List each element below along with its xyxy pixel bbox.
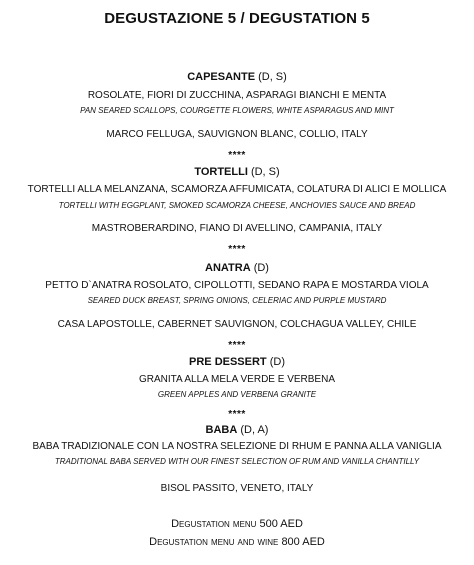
course-title-pre-dessert bbox=[0, 356, 474, 368]
wine-pairing-baba: BISOL PASSITO, VENETO, ITALY bbox=[160, 483, 314, 494]
course-separator: **** bbox=[228, 340, 246, 351]
wine-pairing-anatra: CASA LAPOSTOLLE, CABERNET SAUVIGNON, COLCHAGUA VALLEY, CHILE bbox=[57, 319, 417, 330]
price-degustation-menu-and-wine: Degustation menu and wine 800 AED bbox=[149, 536, 325, 548]
dish-english-tortelli: TORTELLI WITH EGGPLANT, SMOKED SCAMORZA CHEESE, ANCHOVIES SAUCE AND BREAD bbox=[58, 201, 416, 210]
course-name: CAPESANTE bbox=[187, 71, 256, 83]
course-title-anatra bbox=[0, 262, 474, 274]
dish-italian-capesante: ROSOLATE, FIORI DI ZUCCHINA, ASPARAGI BIANCHI E MENTA bbox=[87, 90, 387, 101]
dish-italian-anatra: PETTO D`ANATRA ROSOLATO, CIPOLLOTTI, SEDANO RAPA E MOSTARDA VIOLA bbox=[45, 280, 429, 291]
course-allergens: (D, S) bbox=[247, 166, 280, 178]
menu-title: DEGUSTAZIONE 5 / DEGUSTATION 5 bbox=[104, 10, 370, 27]
course-allergens: (D, S) bbox=[255, 71, 287, 83]
course-title-capesante bbox=[0, 71, 474, 83]
dish-italian-baba: BABA TRADIZIONALE CON LA NOSTRA SELEZIONE DI RHUM E PANNA ALLA VANIGLIA bbox=[32, 441, 442, 452]
dish-english-capesante: PAN SEARED SCALLOPS, COURGETTE FLOWERS, WHITE ASPARAGUS AND MINT bbox=[80, 106, 394, 115]
dish-english-anatra: SEARED DUCK BREAST, SPRING ONIONS, CELERIAC AND PURPLE MUSTARD bbox=[87, 296, 387, 305]
wine-pairing-capesante: MARCO FELLUGA, SAUVIGNON BLANC, COLLIO, ITALY bbox=[106, 129, 368, 140]
course-allergens: (D) bbox=[266, 356, 285, 368]
course-allergens: (D) bbox=[250, 262, 269, 274]
wine-pairing-tortelli: MASTROBERARDINO, FIANO DI AVELLINO, CAMPANIA, ITALY bbox=[91, 223, 383, 234]
course-separator: **** bbox=[228, 409, 246, 420]
dish-english-pre-dessert: GREEN APPLES AND VERBENA GRANITE bbox=[157, 390, 317, 399]
course-separator: **** bbox=[228, 150, 246, 161]
course-name: TORTELLI bbox=[194, 166, 248, 178]
dish-italian-pre-dessert: GRANITA ALLA MELA VERDE E VERBENA bbox=[138, 374, 335, 385]
course-name: ANATRA bbox=[205, 262, 251, 274]
course-title-baba bbox=[0, 424, 474, 436]
price-degustation-menu: Degustation menu 500 AED bbox=[171, 518, 303, 530]
dish-italian-tortelli: TORTELLI ALLA MELANZANA, SCAMORZA AFFUMICATA, COLATURA DI ALICI E MOLLICA bbox=[27, 184, 447, 195]
course-name: PRE DESSERT bbox=[189, 356, 267, 368]
dish-english-baba: TRADITIONAL BABA SERVED WITH OUR FINEST SELECTION OF RUM AND VANILLA CHANTILLY bbox=[54, 457, 420, 466]
course-separator: **** bbox=[228, 244, 246, 255]
course-title-tortelli bbox=[0, 166, 474, 178]
course-allergens: (D, A) bbox=[237, 424, 269, 436]
course-name: BABA bbox=[205, 424, 238, 436]
